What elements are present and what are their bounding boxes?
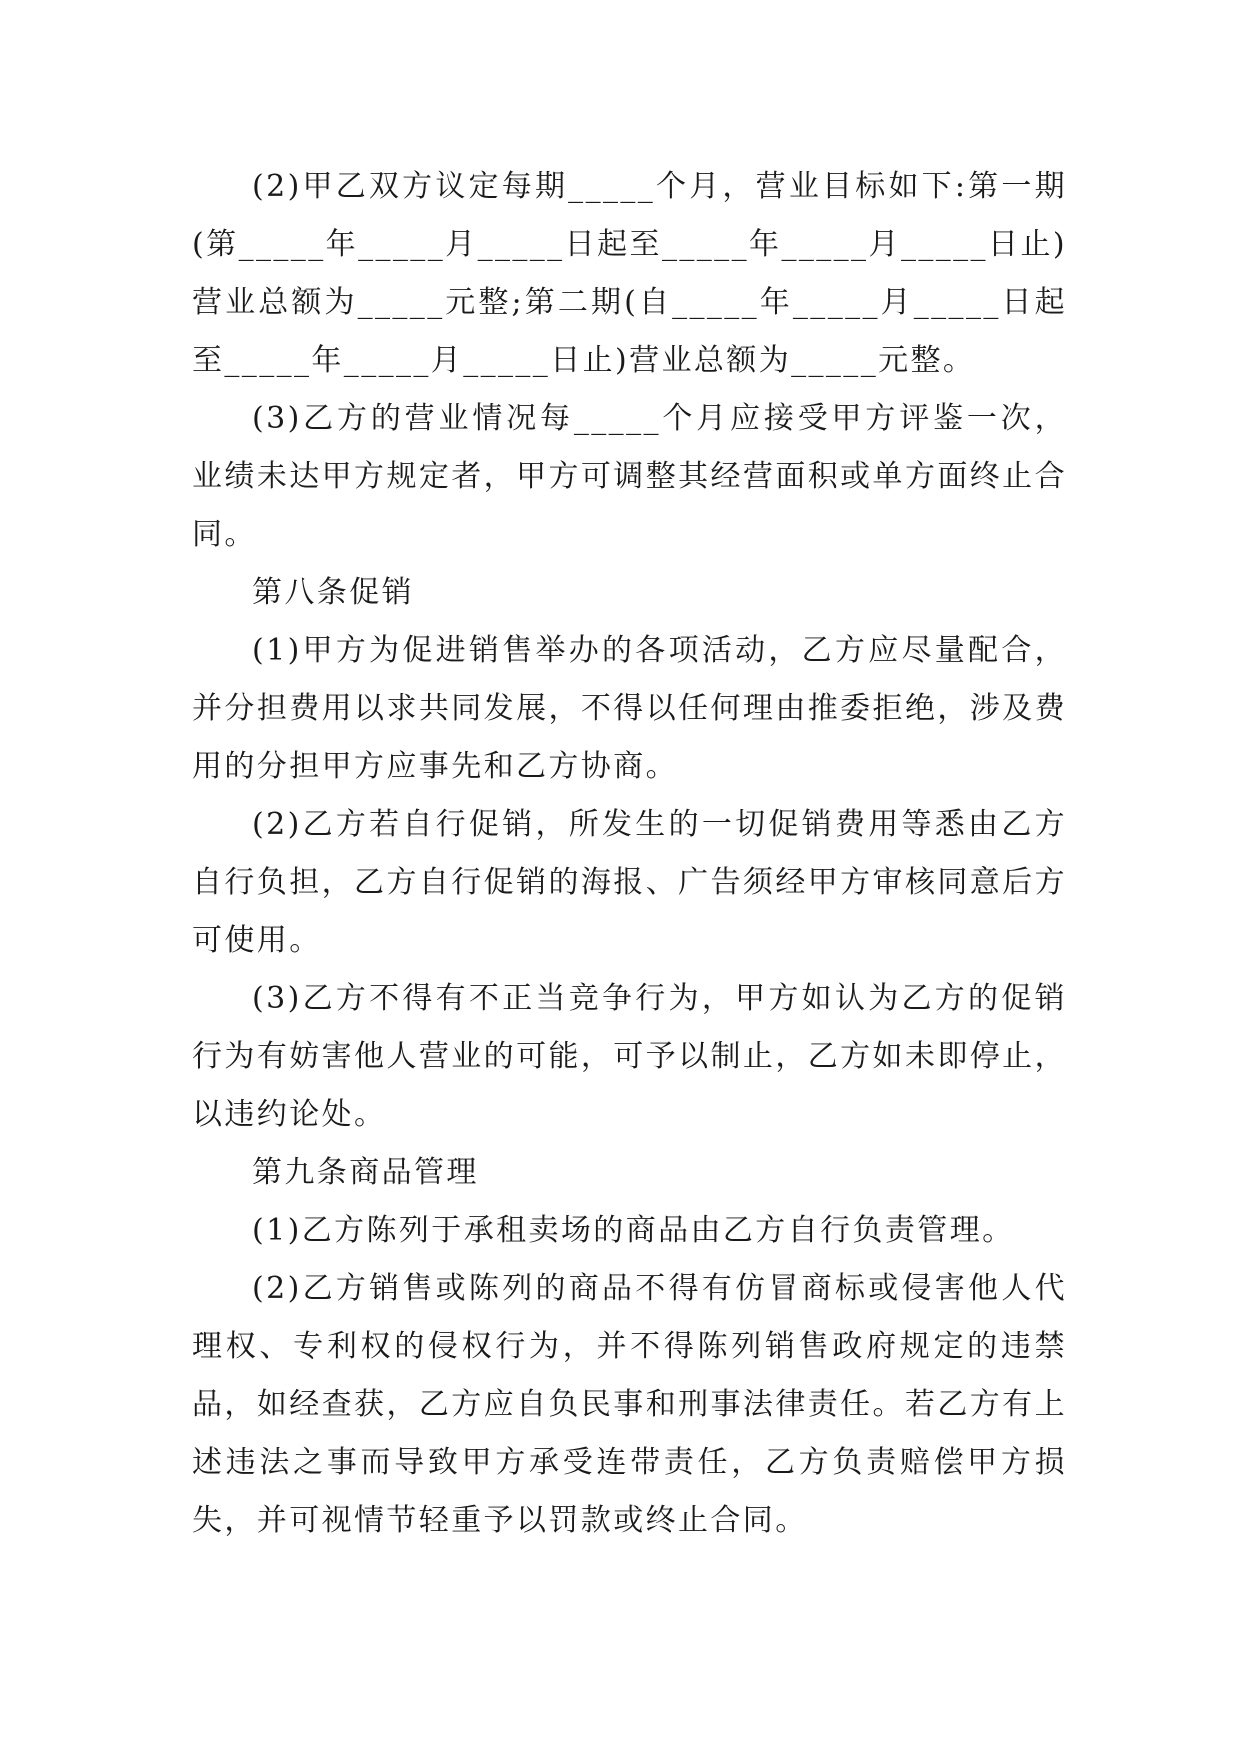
paragraph-unfair-competition: (3)乙方不得有不正当竞争行为，甲方如认为乙方的促销行为有妨害他人营业的可能，可予以制止，乙方如未即停止，以违约论处。 bbox=[192, 981, 1067, 1132]
paragraph-goods-management: (1)乙方陈列于承租卖场的商品由乙方自行负责管理。 bbox=[252, 1213, 1015, 1248]
paragraph-infringement-liability: (2)乙方销售或陈列的商品不得有仿冒商标或侵害他人代理权、专利权的侵权行为，并不得陈列销售政府规定的违禁品，如经查获，乙方应自负民事和刑事法律责任。若乙方有上述违法之事而导致甲方承受连带责任，乙方负责赔偿甲方损失，并可视情节轻重予以罚款或终止合同。 bbox=[192, 1271, 1067, 1538]
article-9-heading: 第九条商品管理 bbox=[252, 1155, 479, 1190]
document-body bbox=[192, 158, 1067, 1550]
paragraph-promotion-cooperation: (1)甲方为促进销售举办的各项活动，乙方应尽量配合，并分担费用以求共同发展，不得以任何理由推委拒绝，涉及费用的分担甲方应事先和乙方协商。 bbox=[192, 633, 1067, 784]
paragraph-business-targets: (2)甲乙双方议定每期_____个月，营业目标如下:第一期(第_____年_____月_____日起至_____年_____月_____日止)营业总额为_____元整;第二期(自_____年_____月_____日起至_____年_____月_____日止)营业总额为_____元整。 bbox=[192, 169, 1067, 378]
paragraph-self-promotion: (2)乙方若自行促销，所发生的一切促销费用等悉由乙方自行负担，乙方自行促销的海报、广告须经甲方审核同意后方可使用。 bbox=[192, 807, 1067, 958]
paragraph-business-evaluation: (3)乙方的营业情况每_____个月应接受甲方评鉴一次，业绩未达甲方规定者，甲方可调整其经营面积或单方面终止合同。 bbox=[192, 401, 1067, 552]
article-8-heading: 第八条促销 bbox=[252, 575, 414, 610]
